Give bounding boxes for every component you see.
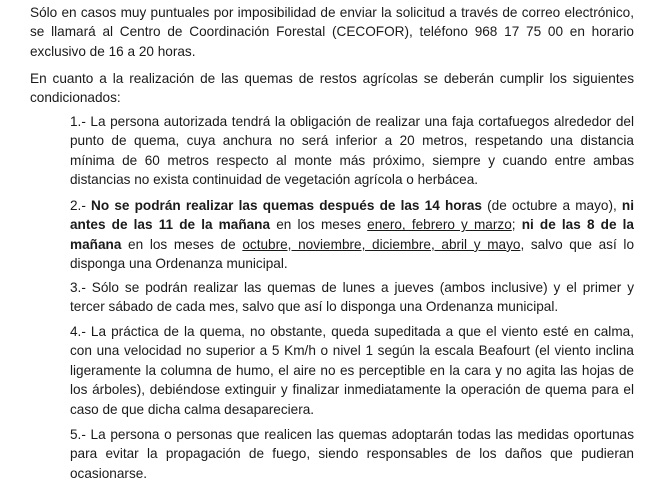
item-2-text-2: en los meses bbox=[270, 217, 368, 233]
item-2-number: 2.- bbox=[70, 198, 92, 213]
condition-item-4: 4.- La práctica de la quema, no obstante, queda supeditada a que el viento esté en calma, con una velocidad no superior a 5 Km/h o nivel 1 según la escala Beafourt (el viento inclina ligeramente la columna de humo, el aire no es perceptible en la cara y no agita las hojas de los árboles), debiéndose extinguir y finalizar inmediatamente la operación de quema para el caso de que dicha calma desapareciera. bbox=[70, 324, 634, 417]
condition-item-5: 5.- La persona o personas que realicen las quemas adoptarán todas las medidas oportunas para evitar la propagación de fuego, siendo responsables de los daños que pudieran ocasionarse. bbox=[70, 427, 634, 481]
item-2-bold-8h: ni de las 8 de la mañana bbox=[70, 217, 634, 252]
condition-item-1: 1.- La persona autorizada tendrá la obligación de realizar una faja cortafuegos alrededor del punto de quema, cuya anchura no será inferior a 20 metros, respetando una distancia mínima de 60 metros respecto al monte más próximo, siempre y cuando entre ambas distancias no exista continuidad de vegetación agrícola o herbácea. bbox=[70, 114, 634, 188]
item-2-bold-14h: No se podrán realizar las quemas después de las 14 horas bbox=[91, 198, 482, 213]
condition-item-2 bbox=[70, 196, 634, 274]
condition-item-3: 3.- Sólo se podrán realizar las quemas de lunes a jueves (ambos inclusive) y el primer y tercer sábado de cada mes, salvo que así lo disponga una Ordenanza municipal. bbox=[70, 280, 634, 315]
item-2-text-1: (de octubre a mayo), bbox=[481, 198, 622, 213]
item-2-underline-months-1: enero, febrero y marzo bbox=[367, 217, 512, 233]
item-2-text-5: , salvo que así lo disponga una Ordenanza municipal. bbox=[70, 236, 635, 272]
item-2-bold-11h: ni antes de las 11 de la mañana bbox=[70, 198, 635, 233]
item-2-text-3: ; bbox=[511, 217, 522, 233]
item-2-underline-months-2: octubre, noviembre, diciembre, abril y mayo bbox=[242, 236, 521, 252]
item-2-text-4: en los meses de bbox=[121, 236, 243, 252]
intro-paragraph-email: Sólo en casos muy puntuales por imposibilidad de enviar la solicitud a través de correo electrónico, se llamará al Centro de Coordinación Forestal (CECOFOR), teléfono 968 17 75 00 en horario exclusivo de 16 a 20 horas. bbox=[30, 5, 634, 59]
intro-paragraph-conditions: En cuanto a la realización de las quemas de restos agrícolas se deberán cumplir los siguientes condicionados: bbox=[30, 71, 634, 106]
